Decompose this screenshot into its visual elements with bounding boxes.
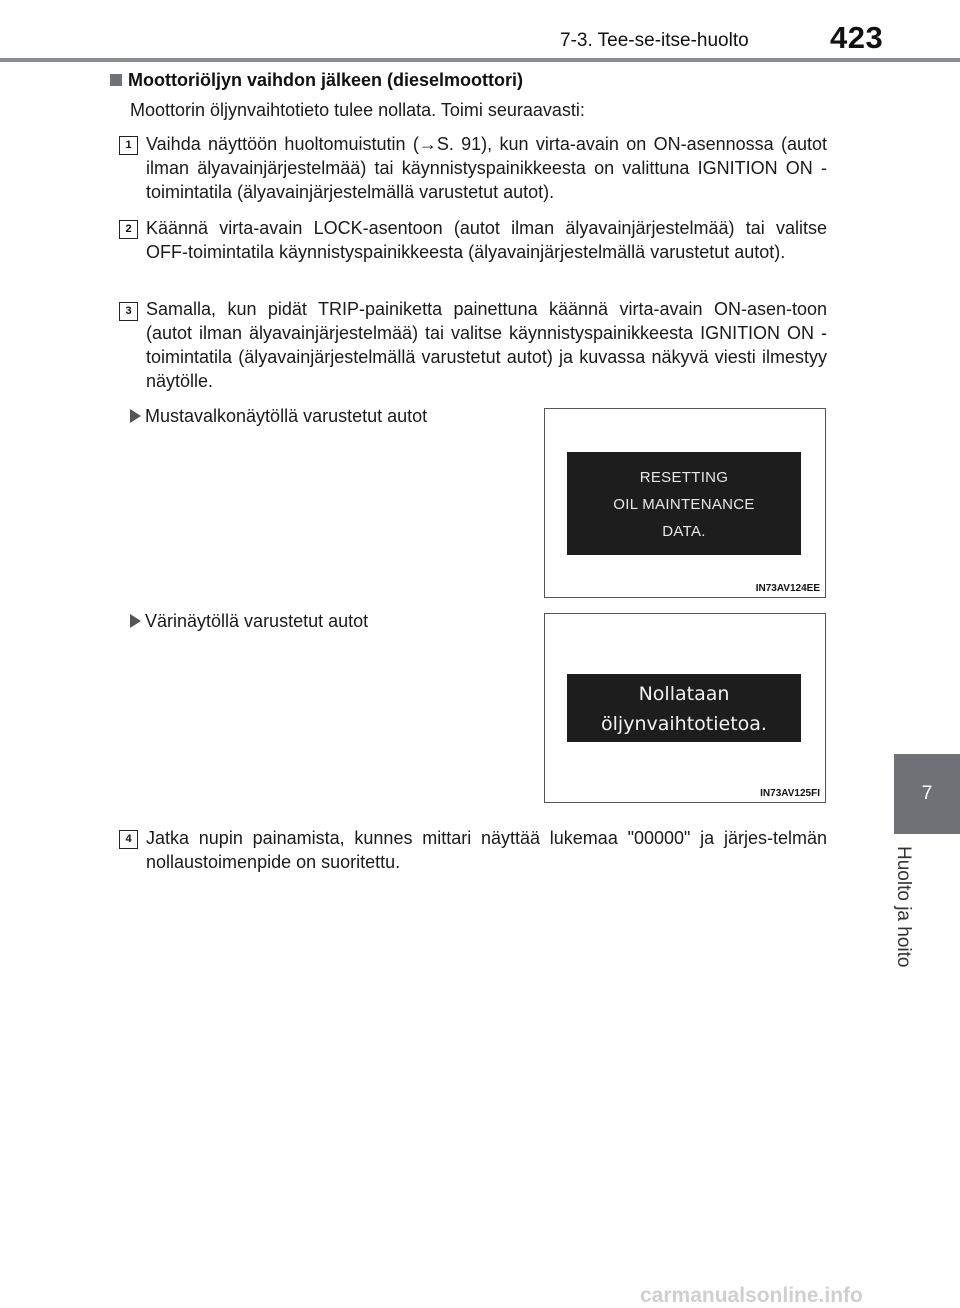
step-number-4: 4	[119, 830, 138, 849]
figure-color-display	[544, 613, 826, 803]
page-number: 423	[830, 20, 884, 55]
step-text-1: Vaihda näyttöön huoltomuistutin (→S. 91), kun virta-avain on ON-asennossa (autot ilman älyavainjärjestelmää) tai käynnistyspainikkeesta on valittuna IGNITION ON -toimintatila (älyavainjärjestelmällä varustetut autot).	[146, 134, 827, 202]
figure-code-mono: IN73AV124EE	[755, 583, 820, 594]
step-text-4: Jatka nupin painamista, kunnes mittari näyttää lukemaa "00000" ja järjes-telmän nollaustoimenpide on suoritettu.	[146, 828, 827, 872]
color-display-line-2: öljynvaihtotietoa.	[601, 713, 767, 735]
step-text-3: Samalla, kun pidät TRIP-painiketta painettuna käännä virta-avain ON-asen-toon (autot ilman älyavainjärjestelmää) tai valitse käynnistyspainikkeesta IGNITION ON -toimintatila (älyavainjärjestelmällä varustetut autot) ja kuvassa näkyvä viesti ilmestyy näytölle.	[146, 299, 827, 391]
triangle-bullet-icon	[130, 614, 141, 628]
mono-display-line-2: OIL MAINTENANCE	[613, 496, 755, 513]
figure-code-color: IN73AV125FI	[760, 788, 820, 799]
section-intro: Moottorin öljynvaihtotieto tulee nollata. Toimi seuraavasti:	[130, 100, 585, 120]
chapter-tab: 7	[894, 754, 960, 834]
variant-label-color-text: Värinäytöllä varustetut autot	[145, 611, 369, 631]
color-display-screen	[567, 674, 801, 742]
color-display-line-1: Nollataan	[638, 683, 730, 705]
mono-display-screen	[567, 452, 801, 555]
variant-label-mono	[130, 406, 427, 427]
section-heading	[110, 70, 523, 91]
watermark-url: carmanualsonline.info	[640, 1284, 863, 1307]
step-text-2: Käännä virta-avain LOCK-asentoon (autot ilman älyavainjärjestelmää) tai valitse OFF-toimintatila käynnistyspainikkeesta (älyavainjärjestelmällä varustetut autot).	[146, 218, 827, 262]
triangle-bullet-icon	[130, 409, 141, 423]
step-number-1: 1	[119, 136, 138, 155]
header-rule	[0, 58, 960, 62]
step-number-2: 2	[119, 220, 138, 239]
mono-display-line-3: DATA.	[662, 523, 706, 540]
header-section-title: 7-3. Tee-se-itse-huolto	[560, 30, 749, 51]
variant-label-mono-text: Mustavalkonäytöllä varustetut autot	[145, 406, 428, 426]
mono-display-line-1: RESETTING	[639, 469, 729, 486]
section-heading-text: Moottoriöljyn vaihdon jälkeen (dieselmoottori)	[128, 70, 524, 90]
square-bullet-icon	[110, 74, 122, 86]
chapter-label-text: Huolto ja hoito	[893, 846, 914, 968]
chapter-label	[893, 846, 940, 986]
step-number-3: 3	[119, 302, 138, 321]
figure-mono-display	[544, 408, 826, 598]
variant-label-color	[130, 611, 368, 632]
